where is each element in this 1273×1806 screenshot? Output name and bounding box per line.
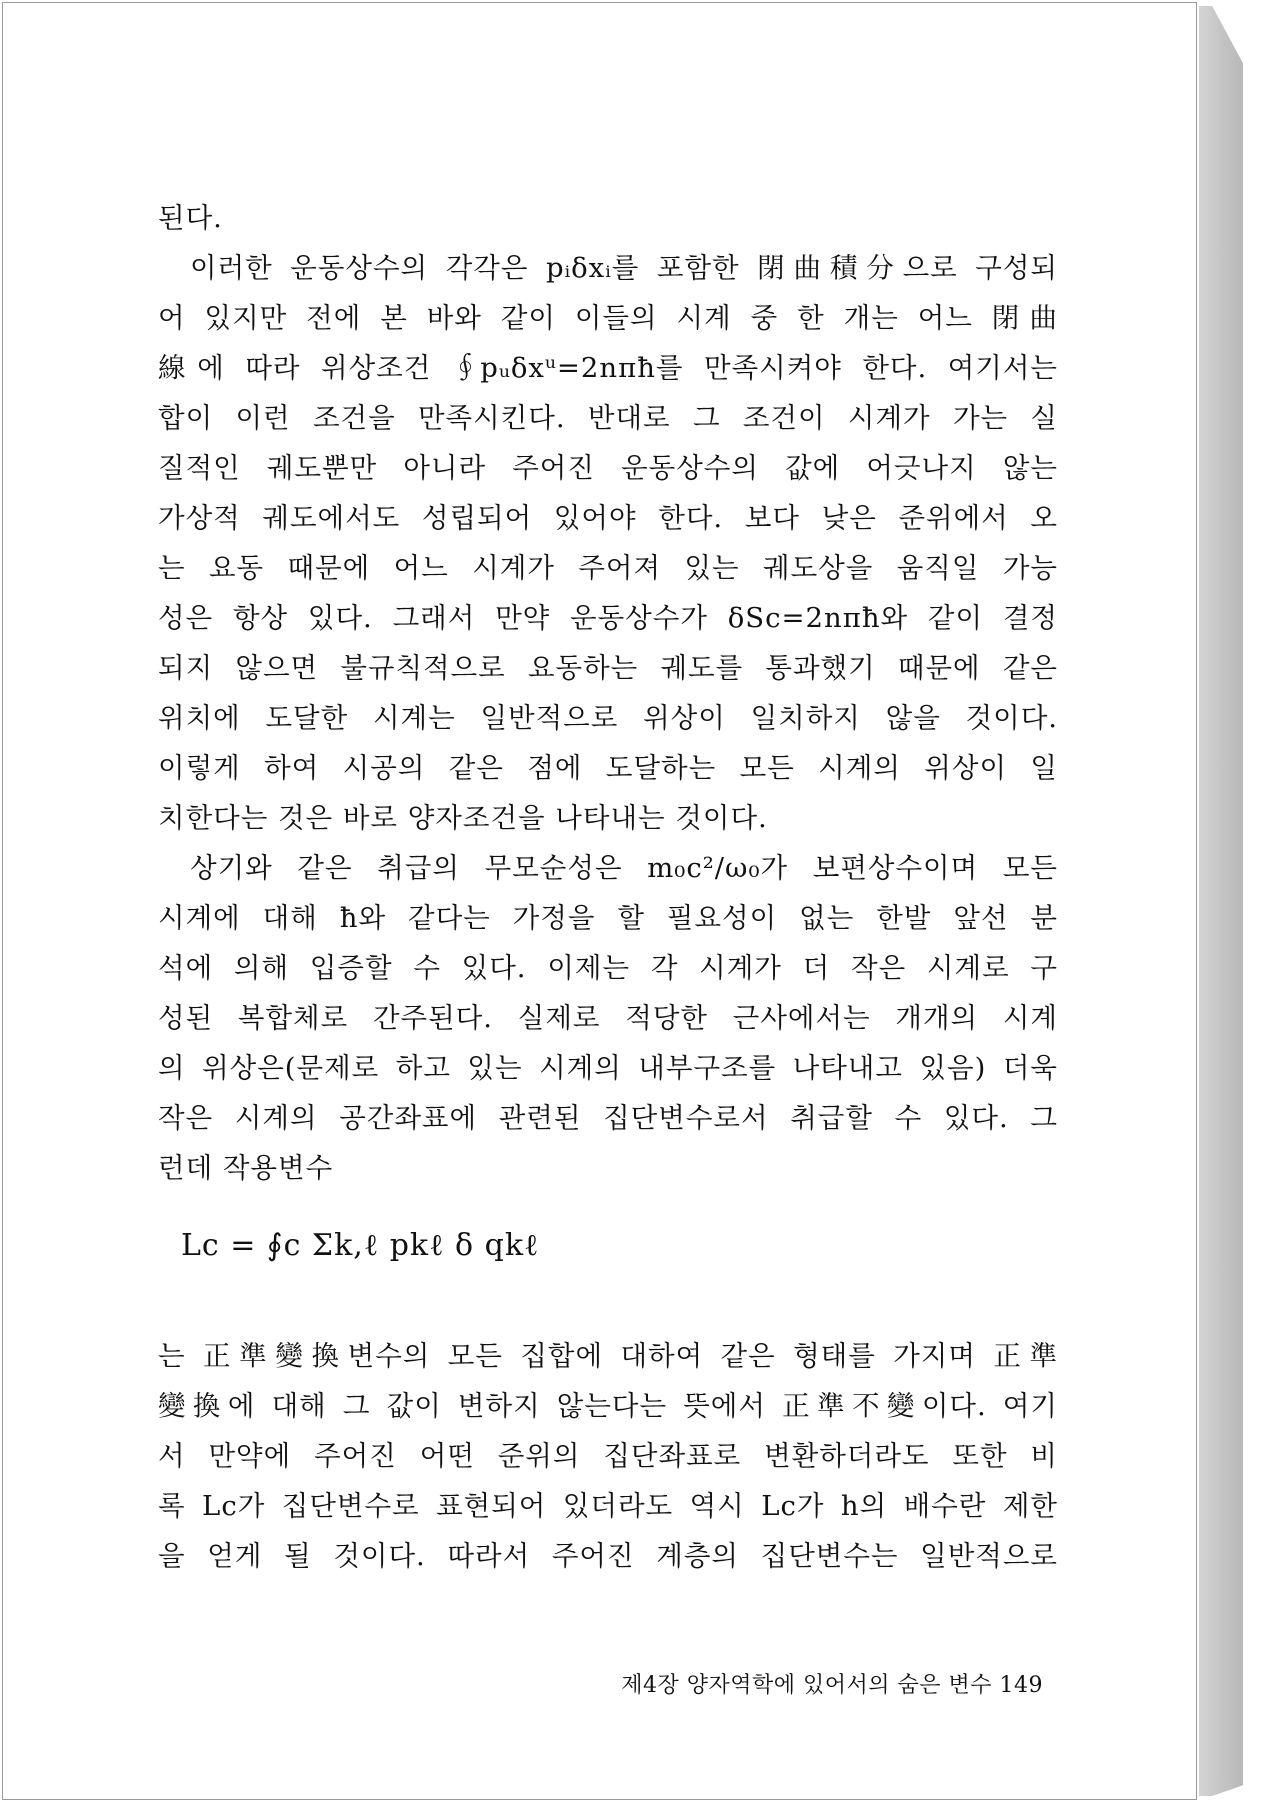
text-line: 을 얻게 될 것이다. 따라서 주어진 계층의 집단변수는 일반적으로	[158, 1540, 1058, 1572]
text-line: 성된 복합체로 간주된다. 실제로 적당한 근사에서는 개개의 시계	[158, 1002, 1058, 1034]
body-text-bottom	[158, 1331, 1058, 1581]
text-line: 가상적 궤도에서도 성립되어 있어야 한다. 보다 낮은 준위에서 오	[158, 502, 1058, 534]
text-line: 서 만약에 주어진 어떤 준위의 집단좌표로 변환하더라도 또한 비	[158, 1440, 1058, 1472]
text-line: 작은 시계의 공간좌표에 관련된 집단변수로서 취급할 수 있다. 그	[158, 1102, 1058, 1134]
text-line: 이렇게 하여 시공의 같은 점에 도달하는 모든 시계의 위상이 일	[158, 752, 1058, 784]
text-line: 질적인 궤도뿐만 아니라 주어진 운동상수의 값에 어긋나지 않는	[158, 452, 1058, 484]
text-line: 위치에 도달한 시계는 일반적으로 위상이 일치하지 않을 것이다.	[158, 702, 1058, 734]
text-line: 는 요동 때문에 어느 시계가 주어져 있는 궤도상을 움직일 가능	[158, 552, 1058, 584]
text-line: 는 正準變換변수의 모든 집합에 대하여 같은 형태를 가지며 正準	[158, 1340, 1058, 1372]
text-line: 치한다는 것은 바로 양자조건을 나타내는 것이다.	[158, 802, 768, 834]
text-line: 석에 의해 입증할 수 있다. 이제는 각 시계가 더 작은 시계로 구	[158, 952, 1058, 984]
text-line: 된다.	[158, 202, 223, 234]
chapter-title: 제4장 양자역학에 있어서의 숨은 변수	[621, 1673, 992, 1698]
text-line: 어 있지만 전에 본 바와 같이 이들의 시계 중 한 개는 어느 閉曲	[158, 302, 1058, 334]
action-variable-equation: Lc = ∮c Σk,ℓ pkℓ δ qkℓ	[181, 1228, 540, 1263]
page-edge-shadow	[1199, 6, 1243, 1796]
text-line: 런데 작용변수	[158, 1152, 334, 1184]
text-line: 이러한 운동상수의 각각은 pᵢδxᵢ를 포함한 閉曲積分으로 구성되	[190, 252, 1058, 284]
text-line: 의 위상은(문제로 하고 있는 시계의 내부구조를 나타내고 있음) 더욱	[158, 1052, 1058, 1084]
text-line: 상기와 같은 취급의 무모순성은 m₀c²/ω₀가 보편상수이며 모든	[190, 852, 1058, 884]
page-number: 149	[999, 1673, 1043, 1698]
text-line: 變換에 대해 그 값이 변하지 않는다는 뜻에서 正準不變이다. 여기	[158, 1390, 1058, 1422]
text-line: 되지 않으면 불규칙적으로 요동하는 궤도를 통과했기 때문에 같은	[158, 652, 1058, 684]
text-line: 시계에 대해 ħ와 같다는 가정을 할 필요성이 없는 한발 앞선 분	[158, 902, 1058, 934]
text-line: 線에 따라 위상조건 ∮pᵤδxᵘ=2nπħ를 만족시켜야 한다. 여기서는	[158, 352, 1058, 384]
text-line: 합이 이런 조건을 만족시킨다. 반대로 그 조건이 시계가 가는 실	[158, 402, 1058, 434]
body-text-top	[158, 193, 1058, 1193]
book-page	[2, 2, 1197, 1800]
text-line: 성은 항상 있다. 그래서 만약 운동상수가 δSc=2nπħ와 같이 결정	[158, 602, 1058, 634]
page-footer	[558, 1668, 1043, 1699]
text-line: 록 Lc가 집단변수로 표현되어 있더라도 역시 Lc가 h의 배수란 제한	[158, 1490, 1058, 1522]
